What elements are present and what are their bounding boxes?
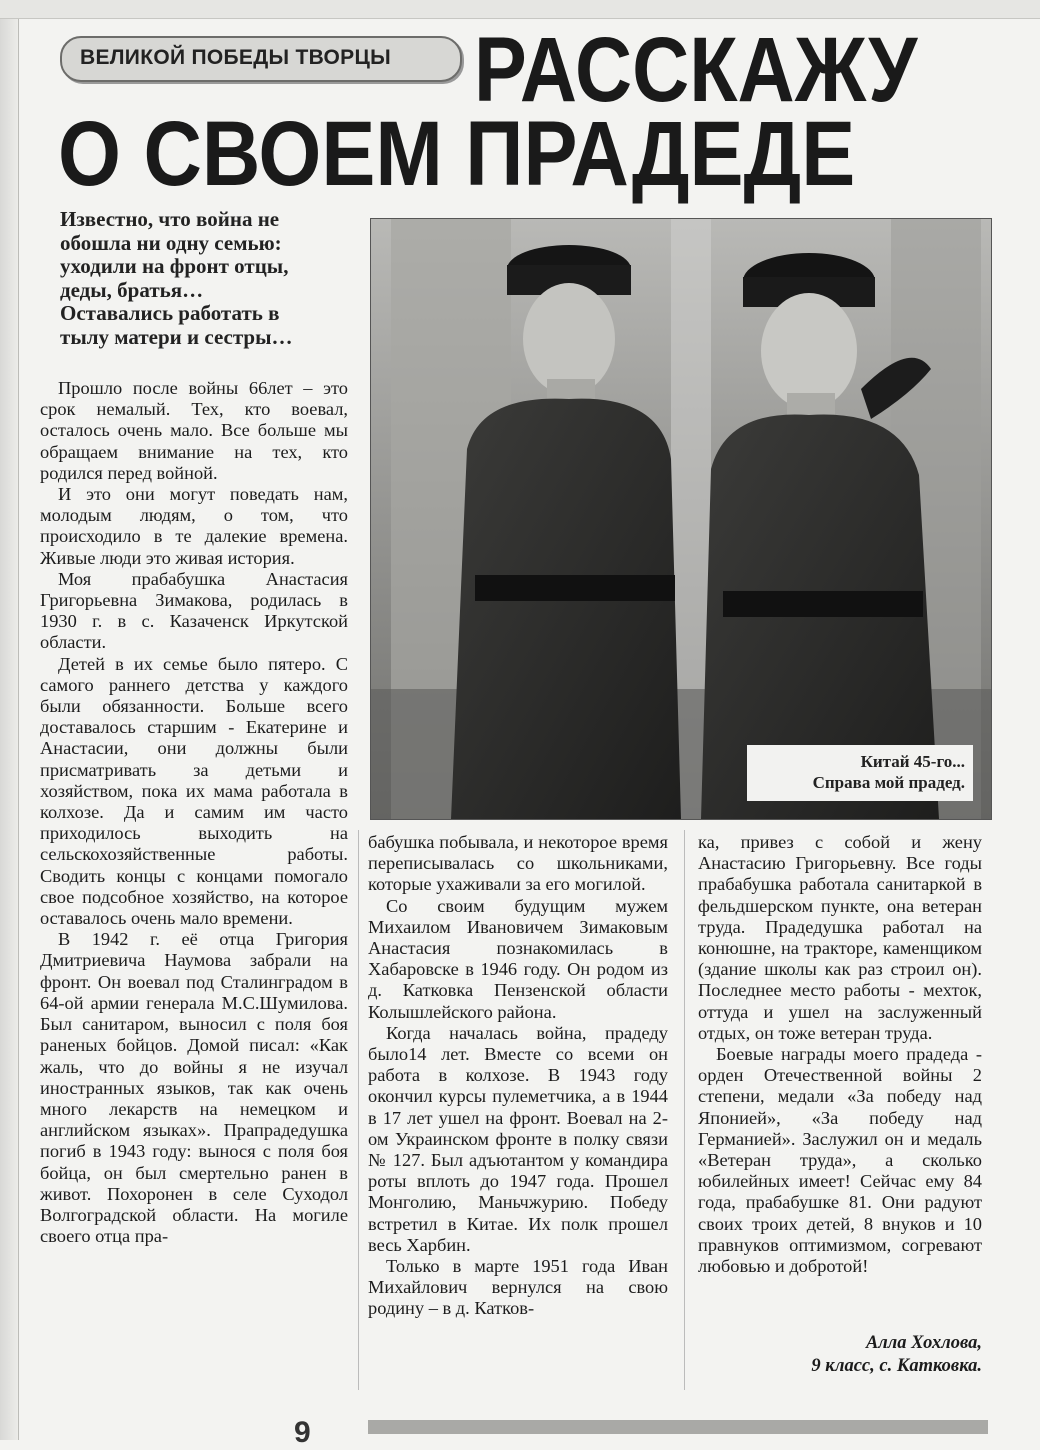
lead-line: Известно, что война не — [60, 207, 280, 231]
photo-caption — [747, 745, 973, 801]
lead-line: уходили на фронт отцы, — [60, 254, 289, 278]
article-column-2 — [368, 832, 668, 1320]
lead-line: Оставались работать в — [60, 301, 280, 325]
rubric-banner — [60, 36, 462, 82]
page-top-strip — [0, 0, 1040, 19]
paragraph: И это они могут поведать нам, молодым людям, о том, что происходило в те далекие времена. Живые люди это живая история. — [40, 484, 348, 568]
column-divider — [358, 830, 359, 1390]
headline-line-2: О СВОЕМ ПРАДЕДЕ — [58, 103, 856, 205]
page-number: 9 — [294, 1416, 311, 1449]
lead-line: обошла ни одну семью: — [60, 230, 282, 255]
paragraph: Только в марте 1951 года Иван Михайлович вернулся на свою родину – в д. Катков- — [368, 1256, 668, 1319]
bottom-bar — [368, 1420, 988, 1434]
headline-line-1: РАССКАЖУ — [474, 19, 918, 121]
soldiers-photo-illustration — [371, 219, 991, 819]
lead-line: деды, братья… — [60, 277, 204, 302]
page-edge-strip — [0, 0, 19, 1440]
paragraph: Когда началась война, прадеду было14 лет. Вместе со всеми он работа в колхозе. В 1943 году окончил курсы пулеметчика, а в 1944 в 17 лет ушел на фронт. Воевал на 2-ом Украинском фронте в полку связи № 127. Был адъютантом у командира роты вплоть до 1947 года. Прошел Монголию, Маньчжурию. Победу встретил в Китае. Их полк прошел весь Харбин. — [368, 1022, 668, 1255]
caption-line-1: Китай 45-го... — [860, 752, 965, 771]
paragraph: бабушка побывала, и некоторое время переписывалась со школьниками, которые ухаживали за его могилой. — [368, 832, 668, 895]
paragraph: Боевые награды моего прадеда - орден Отечественной войны 2 степени, медали «За победу над Японией», «За победу над Германией». Заслужил он и медаль «Ветеран труда», а сколько юбилейных имеет! Сейчас ему 84 года, прабабушке 81. Они радуют своих троих детей, 8 внуков и 10 правнуков оптимизмом, согревают любовью и добротой! — [698, 1044, 982, 1277]
author-name: Алла Хохлова, — [865, 1333, 982, 1353]
paragraph: Со своим будущим мужем Михаилом Ивановичем Зимаковым Анастасия познакомилась в Хабаровске в 1946 году. Он родом из д. Катковка Пензенской области Колышлейского района. — [368, 895, 668, 1022]
rubric-label: ВЕЛИКОЙ ПОБЕДЫ ТВОРЦЫ — [80, 46, 391, 69]
paragraph: ка, привез с собой и жену Анастасию Григорьевну. Все годы прабабушка работала санитаркой в фельдшерском пункте, она ветеран труда. Прадедушка работал на конюшне, на тракторе, каменщиком (здание школы как раз строил он). Последнее место работы - мехток, оттуда и ушел на заслуженный отдых, он тоже ветеран труда. — [698, 832, 982, 1043]
paragraph: Моя прабабушка Анастасия Григорьевна Зимакова, родилась в 1930 г. в с. Казаченск Иркутской области. — [40, 568, 348, 653]
soldiers-photo — [370, 218, 992, 820]
article-column-1 — [40, 378, 348, 1247]
author-details: 9 класс, с. Катковка. — [811, 1356, 982, 1376]
paragraph: Детей в их семье было пятеро. С самого раннего детства у каждого были обязанности. Больше всего доставалось старшим - Екатерине и Анастасии, они должны были присматривать за детьми и хозяйством, пока их мама работала в колхозе. Да и самим им часто приходилось выходить на сельскохозяйственные работы. Сводить концы с концами помогало свое подсобное хозяйство, на которое оставалось очень мало времени. — [40, 653, 348, 929]
paragraph: В 1942 г. её отца Григория Дмитриевича Наумова забрали на фронт. Он воевал под Сталинградом в 64-ой армии генерала М.С.Шумилова. Был санитаром, выносил с поля боя раненых бойцов. Домой писал: «Как жаль, что до войны я не изучал иностранных языков, так как очень много лекарств на немецком и английском языках». Прапрадедушка погиб в 1943 году: вынося с поля боя бойца, он был смертельно ранен в живот. Похоронен в селе Суходол Волгоградской области. На могиле своего отца пра- — [40, 929, 348, 1247]
column-divider — [684, 830, 685, 1390]
author-signature — [740, 1332, 982, 1378]
article-column-3 — [698, 832, 982, 1277]
caption-line-2: Справа мой прадед. — [812, 773, 965, 792]
paragraph: Прошло после войны 66лет – это срок немалый. Тех, кто воевал, осталось очень мало. Все больше мы обращаем внимание на тех, кто родился перед войной. — [40, 378, 348, 483]
article-lead — [60, 208, 350, 349]
lead-line: тылу матери и сестры… — [60, 324, 293, 349]
